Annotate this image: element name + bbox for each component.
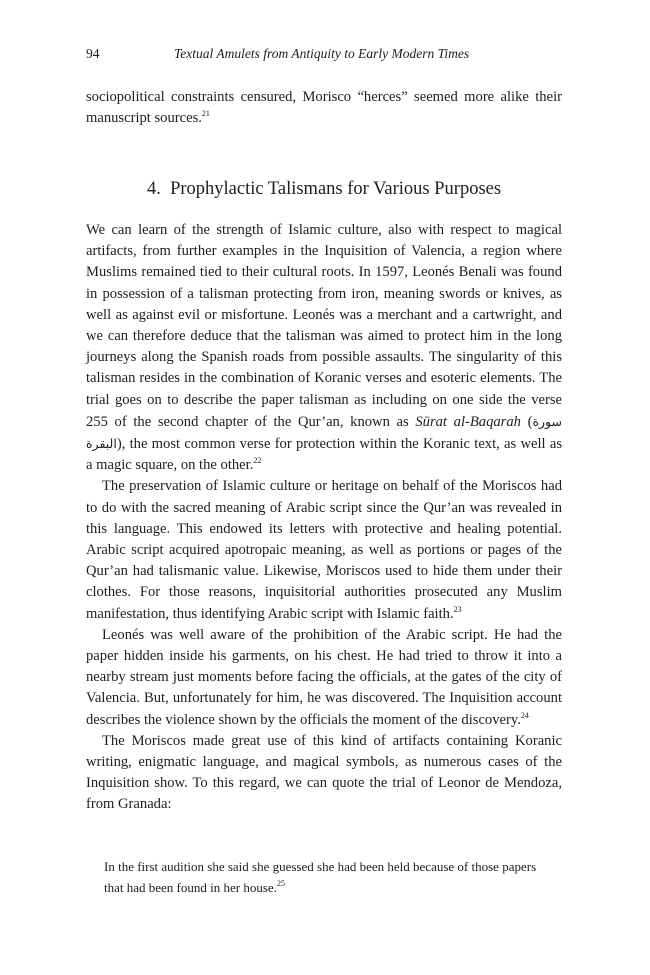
section-heading — [86, 176, 562, 202]
paragraph: We can learn of the strength of Islamic culture, also with respect to magical artifacts, from further examples in the Inquisition of Valencia, a region where Muslims remained tied to their cultural roots. In 1597, Leonés Benali was found in possession of a talisman protecting from iron, meaning swords or knives, as well as against evil or misfortune. Leonés was a merchant and a cartwright, and we can therefore deduce that the talisman was aimed to protect him in the long journeys along the Spanish roads from possible assaults. The singularity of this talisman resides in the combination of Koranic verses and esoteric elements. The trial goes on to describe the paper talisman as including on one side the verse 255 of the second chapter of the Qur’an, known as Sūrat al-Baqarah (سورة البقرة), the most common verse for protection within the Koranic text, as well as a magic square, on the other.$^{22}$ — [86, 222, 562, 474]
paragraph-text: , the most common verse for protection within the Koranic text, as well as a magic square, on the other. — [86, 436, 562, 474]
surah-name: Sūrat al-Baqarah — [415, 413, 521, 430]
paragraph — [86, 731, 562, 816]
section-number: 4. — [146, 179, 161, 199]
arabic-text: سورة البقرة — [86, 413, 562, 452]
page-number: 94 — [86, 46, 100, 61]
footnote-ref: 24 — [520, 710, 529, 720]
running-head — [86, 44, 562, 64]
quote-text: In the first audition she said she guessed she had been held because of those papers that had been found in her house. — [104, 859, 537, 895]
paragraph-text: The preservation of Islamic culture or heritage on behalf of the Moriscos had to do with the sacred meaning of Arabic script since the Qur’an was revealed in this language. This endowed its letters with protective and healing potential. Arabic script acquired apotropaic meaning, as well as portions or pages of the Qur’an had talismanic value. Likewise, Moriscos used to hide them under their clothes. For those reasons, inquisitorial authorities prosecuted any Muslim manifestation, thus identifying Arabic script with Islamic faith. — [86, 478, 562, 622]
paragraph-text: We can learn of the strength of Islamic culture, also with respect to magical artifacts, from further examples in the Inquisition of Valencia, a region where Muslims remained tied to their cultural roots. In 1597, Leonés Benali was found in possession of a talisman protecting from iron, meaning swords or knives, as well as against evil or misfortune. Leonés was a merchant and a cartwright, and we can therefore deduce that the talisman was aimed to protect him in the long journeys along the Spanish roads from possible assaults. The singularity of this talisman resides in the combination of Koranic verses and esoteric elements. The trial goes on to describe the paper talisman as including on one side the verse 255 of the second chapter of the Qur’an, known as — [86, 222, 562, 430]
footnote-ref: 25 — [276, 879, 285, 888]
footnote-ref: 22 — [253, 456, 262, 466]
footnote-ref: 21 — [201, 109, 210, 119]
section-title: Prophylactic Talismans for Various Purposes — [170, 179, 502, 199]
paragraph-text: The Moriscos made great use of this kind of artifacts containing Koranic writing, enigmatic language, and magical symbols, as numerous cases of the Inquisition show. To this regard, we can quote the trial of Leonor de Mendoza, from Granada: — [86, 732, 562, 813]
block-quote — [104, 856, 544, 898]
footnote-ref: 23 — [453, 604, 462, 614]
paragraph-text: Leonés was well aware of the prohibition of the Arabic script. He had the paper hidden inside his garments, on his chest. He had tried to throw it into a nearby stream just moments before facing the officials, at the gates of the city of Valencia. But, unfortunately for him, he was discovered. The Inquisition account describes the violence shown by the officials the moment of the discovery. — [86, 626, 562, 728]
continued-text: sociopolitical constraints censured, Morisco “herces” seemed more alike their manuscript sources. — [86, 89, 562, 127]
section-body — [86, 220, 562, 816]
continued-paragraph — [86, 87, 562, 129]
paragraph — [86, 625, 562, 731]
journal-title: Textual Amulets from Antiquity to Early Modern Times — [174, 46, 470, 61]
paragraph — [86, 476, 562, 624]
